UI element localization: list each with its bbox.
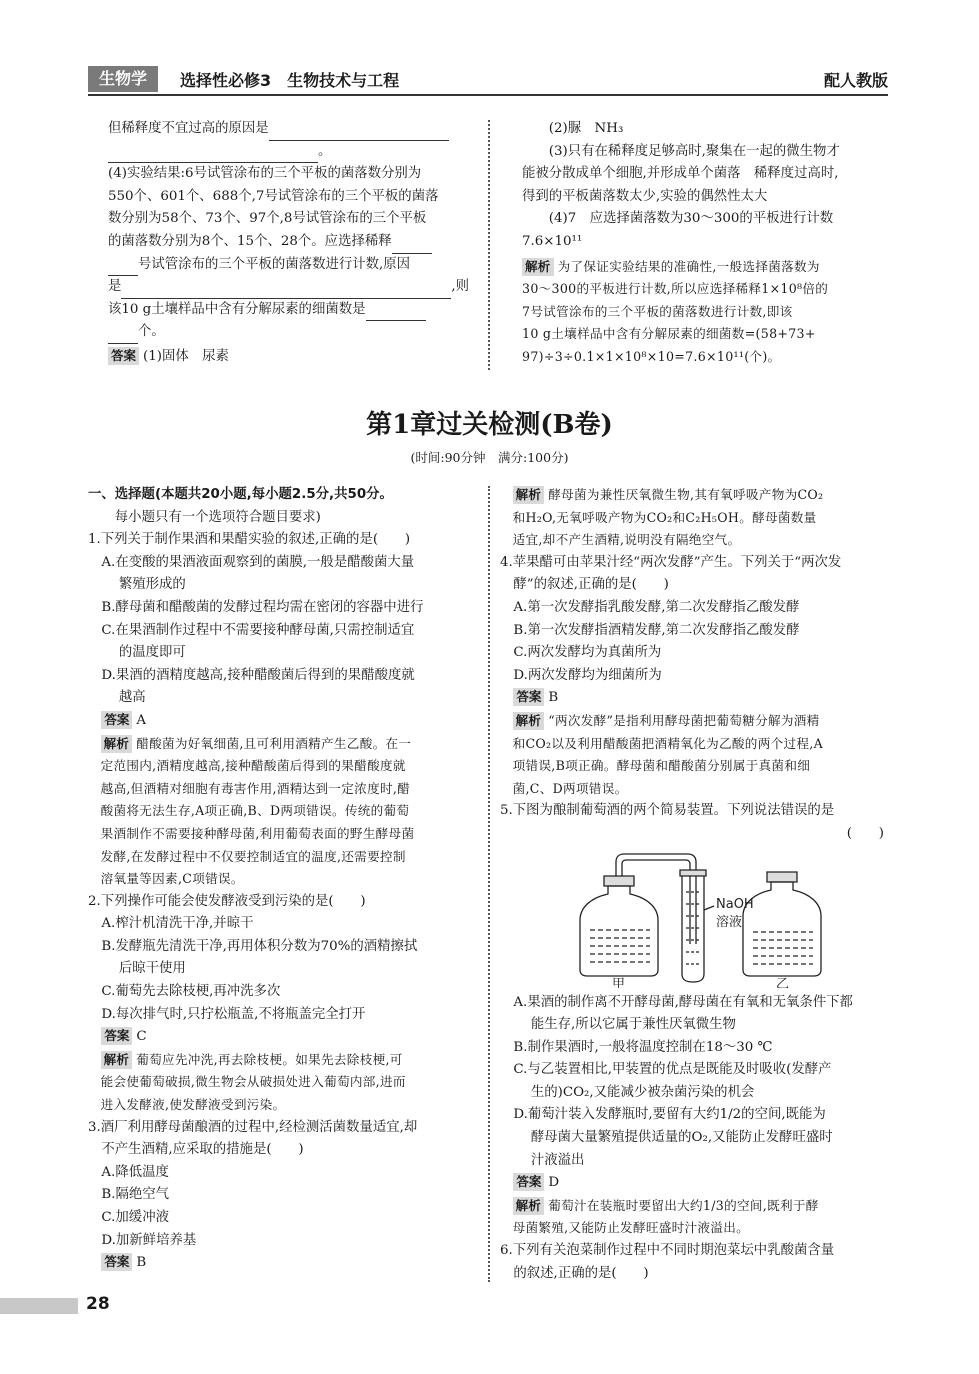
edition-label: 配人教版 bbox=[823, 71, 888, 90]
explanation-line: 7号试管涂布的三个平板的菌落数进行计数,即该 bbox=[522, 303, 793, 319]
explanation-line bbox=[500, 710, 888, 733]
page-header bbox=[88, 62, 888, 96]
question-6: 6.下列有关泡菜制作过程中不同时期泡菜坛中乳酸菌含量 bbox=[500, 1243, 835, 1259]
question-3: 3.酒厂利用酵母菌酿酒的过程中,经检测活菌数量适宜,却 bbox=[88, 1119, 418, 1135]
answer-badge: 答案 bbox=[513, 1173, 544, 1191]
question-cont: 的叙述,正确的是( ) bbox=[513, 1265, 649, 1281]
subject-tag: 生物学 bbox=[88, 66, 158, 92]
text-line: (2)脲 NH₃ bbox=[548, 121, 624, 136]
label-yi: 乙 bbox=[776, 976, 790, 988]
text-span: 该10 g土壤样品中含有分解尿素的细菌数是 bbox=[108, 301, 366, 317]
answer-line bbox=[108, 346, 470, 369]
explanation-line: 定范围内,酒精度越高,接种醋酸菌后得到的果醋酸度就 bbox=[100, 758, 406, 774]
option-cont: 后晾干使用 bbox=[118, 961, 186, 977]
answer-line bbox=[88, 1026, 472, 1049]
answer-blank bbox=[269, 125, 449, 141]
explanation-line: 母菌繁殖,又能防止发酵旺盛时汁液溢出。 bbox=[512, 1220, 749, 1236]
explanation-line: 适宜,却不产生酒精,说明没有隔绝空气。 bbox=[512, 532, 741, 548]
option-4c: C.两次发酵均为真菌所为 bbox=[513, 645, 662, 661]
text-span: 但稀释度不宜过高的原因是 bbox=[108, 121, 269, 136]
text-span: 号试管涂布的三个平板的菌落数进行计数,原因 bbox=[138, 256, 411, 272]
text-line: (3)只有在稀释度足够高时,聚集在一起的微生物才 bbox=[548, 143, 840, 159]
question-2: 2.下列操作可能会使发酵液受到污染的是( ) bbox=[88, 893, 366, 909]
text-line bbox=[108, 118, 470, 141]
option-5c: C.与乙装置相比,甲装置的优点是既能及时吸收(发酵产 bbox=[513, 1062, 832, 1078]
option-cont: 的温度即可 bbox=[118, 645, 186, 661]
text-span: 的菌落数分别为8个、15个、28个。应选择稀释 bbox=[108, 233, 392, 249]
chapter-title: 第1章过关检测(B卷) bbox=[366, 410, 613, 440]
text-span: 个。 bbox=[138, 324, 165, 340]
naoh-test-tube bbox=[680, 870, 714, 982]
text-line: 能被分散成单个细胞,并形成单个菌落 稀释度过高时, bbox=[522, 166, 839, 182]
explanation-line: 能会使葡萄破损,微生物会从破损处进入葡萄内部,进而 bbox=[100, 1074, 406, 1090]
answer-blank bbox=[392, 238, 432, 254]
text-line: (4)7 应选择菌落数为30～300的平板进行计数 bbox=[548, 211, 834, 227]
option-cont: 生的)CO₂,又能减少被杂菌污染的机会 bbox=[530, 1084, 755, 1100]
text-line bbox=[108, 299, 470, 322]
answer-badge: 答案 bbox=[108, 347, 139, 365]
question-paren: ( ) bbox=[846, 825, 884, 841]
connecting-tube bbox=[616, 854, 696, 944]
answer-blank bbox=[108, 328, 138, 344]
answer-badge: 答案 bbox=[101, 1253, 132, 1271]
answer-blank bbox=[108, 260, 138, 276]
answer-line bbox=[500, 687, 888, 710]
answer-line bbox=[88, 1252, 472, 1275]
label-jia: 甲 bbox=[612, 976, 626, 988]
text-line: 得到的平板菌落数太少,实验的偶然性太大 bbox=[522, 188, 768, 204]
explanation-line: 果酒制作不需要接种酵母菌,利用葡萄表面的野生酵母菌 bbox=[100, 825, 415, 841]
answer-text: C bbox=[136, 1029, 147, 1045]
explanation-line: 发酵,在发酵过程中不仅要控制适宜的温度,还需要控制 bbox=[100, 848, 406, 864]
text-span: 葡萄汁在装瓶时要留出大约1/3的空间,既利于酵 bbox=[548, 1197, 819, 1213]
exam-meta: (时间:90分钟 满分:100分) bbox=[410, 450, 569, 465]
explanation-badge: 解析 bbox=[513, 486, 545, 504]
explanation-line bbox=[88, 1049, 472, 1072]
explanation-line bbox=[500, 1195, 888, 1218]
text-line: (4)实验结果:6号试管涂布的三个平板的菌落数分别为 bbox=[108, 166, 422, 182]
text-span: “两次发酵”是指利用酵母菌把葡萄糖分解为酒精 bbox=[548, 712, 820, 728]
explanation-line: 10 g土壤样品中含有分解尿素的细菌数=(58+73+ bbox=[522, 326, 816, 342]
option-3c: C.加缓冲液 bbox=[101, 1210, 169, 1225]
option-3d: D.加新鲜培养基 bbox=[101, 1232, 197, 1248]
page-number: 28 bbox=[86, 1294, 110, 1314]
question-text: 1.下列关于制作果酒和果醋实验的叙述,正确的是( ) bbox=[88, 532, 411, 548]
option-2c: C.葡萄先去除枝梗,再冲洗多次 bbox=[101, 984, 281, 1000]
explanation-badge: 解析 bbox=[513, 712, 545, 730]
question-5: 5.下图为酿制葡萄酒的两个简易装置。下列说法错误的是 bbox=[500, 803, 835, 819]
answer-blank bbox=[366, 305, 426, 321]
explanation-line: 溶氧量等因素,C项错误。 bbox=[100, 871, 244, 887]
option-cont: 能生存,所以它属于兼性厌氧微生物 bbox=[530, 1017, 736, 1033]
explanation-badge: 解析 bbox=[101, 1051, 133, 1069]
option-cont: 繁殖形成的 bbox=[118, 577, 186, 593]
solution-label: 溶液 bbox=[716, 914, 743, 930]
text-line bbox=[108, 321, 470, 344]
top-left-column bbox=[108, 118, 470, 369]
option-4b: B.第一次发酵指酒精发酵,第二次发酵指乙酸发酵 bbox=[513, 622, 800, 638]
explanation-line: 97)÷3÷0.1×1×10⁸×10=7.6×10¹¹(个)。 bbox=[522, 348, 781, 364]
explanation-line: 酸菌将无法生存,A项正确,B、D两项错误。传统的葡萄 bbox=[100, 803, 410, 819]
answer-blank bbox=[108, 147, 318, 163]
text-span: 是 bbox=[108, 279, 122, 295]
column-divider-top bbox=[488, 120, 490, 370]
answer-text: (1)固体 尿素 bbox=[143, 348, 229, 364]
main-right-column bbox=[500, 484, 888, 1285]
book-title: 选择性必修3 生物技术与工程 bbox=[180, 71, 400, 90]
option-1d: D.果酒的酒精度越高,接种醋酸菌后得到的果醋酸度就 bbox=[101, 667, 415, 683]
header-rule bbox=[88, 94, 888, 96]
bottle-jia bbox=[580, 876, 658, 976]
option-cont: 汁液溢出 bbox=[530, 1152, 585, 1168]
question-1 bbox=[88, 529, 472, 552]
question-cont: 不产生酒精,应采取的措施是( ) bbox=[101, 1142, 304, 1158]
explanation-line: 菌,C、D两项错误。 bbox=[512, 780, 628, 796]
bottle-yi bbox=[743, 872, 821, 976]
section-heading-2: 每小题只有一个选项符合题目要求) bbox=[114, 509, 321, 525]
answer-badge: 答案 bbox=[513, 688, 544, 706]
option-2d: D.每次排气时,只拧松瓶盖,不将瓶盖完全打开 bbox=[101, 1006, 366, 1022]
naoh-label: NaOH bbox=[716, 896, 754, 912]
option-2a: A.榨汁机清洗干净,并晾干 bbox=[101, 916, 254, 932]
explanation-badge: 解析 bbox=[513, 1197, 545, 1215]
explanation-line: 30～300的平板进行计数,所以应选择稀释1×10⁸倍的 bbox=[522, 281, 829, 297]
explanation-line: 和H₂O,无氧呼吸产物为CO₂和C₂H₅OH。酵母菌数量 bbox=[512, 509, 817, 525]
option-3a: A.降低温度 bbox=[101, 1164, 169, 1180]
answer-badge: 答案 bbox=[101, 1027, 132, 1045]
top-right-column bbox=[522, 118, 886, 369]
text-line: 7.6×10¹¹ bbox=[522, 233, 583, 249]
footer-bar bbox=[0, 1298, 78, 1314]
answer-badge: 答案 bbox=[101, 711, 132, 729]
text-line bbox=[108, 141, 470, 164]
text-span: 。 bbox=[318, 143, 332, 159]
explanation-badge: 解析 bbox=[522, 258, 554, 276]
answer-text: D bbox=[548, 1175, 560, 1191]
explanation-line: 和CO₂以及利用醋酸菌把酒精氧化为乙酸的两个过程,A bbox=[512, 735, 823, 751]
answer-text: A bbox=[136, 712, 147, 728]
option-4a: A.第一次发酵指乳酸发酵,第二次发酵指乙酸发酵 bbox=[513, 599, 800, 615]
fermentation-apparatus-figure bbox=[500, 848, 890, 988]
answer-text: B bbox=[136, 1255, 147, 1271]
option-5a: A.果酒的制作离不开酵母菌,酵母菌在有氧和无氧条件下都 bbox=[513, 994, 853, 1010]
explanation-line bbox=[522, 256, 886, 279]
option-5d: D.葡萄汁装入发酵瓶时,要留有大约1/2的空间,既能为 bbox=[513, 1107, 826, 1123]
option-2b: B.发酵瓶先清洗干净,再用体积分数为70%的酒精擦拭 bbox=[101, 938, 418, 954]
section-heading: 一、选择题(本题共20小题,每小题2.5分,共50分。 bbox=[88, 487, 393, 502]
text-line: 数分别为58个、73个、97个,8号试管涂布的三个平板 bbox=[108, 211, 427, 227]
option-1a: A.在变酸的果酒液面观察到的菌膜,一般是醋酸菌大量 bbox=[101, 554, 415, 570]
answer-line bbox=[88, 710, 472, 733]
option-4d: D.两次发酵均为细菌所为 bbox=[513, 667, 662, 683]
text-line bbox=[108, 231, 470, 254]
option-cont: 酵母菌大量繁殖提供适量的O₂,又能防止发酵旺盛时 bbox=[530, 1130, 833, 1146]
explanation-line bbox=[88, 733, 472, 756]
explanation-line: 越高,但酒精对细胞有毒害作用,酒精达到一定浓度时,醋 bbox=[100, 780, 411, 796]
explanation-line: 项错误,B项正确。酵母菌和醋酸菌分别属于真菌和细 bbox=[512, 758, 811, 774]
main-left-column bbox=[88, 484, 472, 1275]
option-3b: B.隔绝空气 bbox=[101, 1187, 170, 1203]
explanation-line bbox=[500, 484, 888, 507]
option-5b: B.制作果酒时,一般将温度控制在18～30 ℃ bbox=[513, 1039, 773, 1055]
question-4: 4.苹果醋可由苹果汁经“两次发酵”产生。下列关于“两次发 bbox=[500, 554, 842, 570]
text-line: 550个、601个、688个,7号试管涂布的三个平板的菌落 bbox=[108, 188, 439, 204]
apparatus-drawing bbox=[500, 848, 890, 988]
text-span: 醋酸菌为好氧细菌,且可利用酒精产生乙酸。在一 bbox=[136, 735, 412, 751]
text-span: 葡萄应先冲洗,再去除枝梗。如果先去除枝梗,可 bbox=[136, 1051, 403, 1067]
text-span: 为了保证实验结果的准确性,一般选择菌落数为 bbox=[557, 258, 820, 274]
explanation-line: 进入发酵液,使发酵液受到污染。 bbox=[100, 1097, 286, 1113]
answer-blank bbox=[121, 283, 451, 299]
question-cont: 酵”的叙述,正确的是( ) bbox=[513, 577, 669, 593]
column-divider-main bbox=[488, 486, 490, 1282]
text-span: 酵母菌为兼性厌氧微生物,其有氧呼吸产物为CO₂ bbox=[548, 487, 824, 502]
text-span: ,则 bbox=[451, 279, 470, 295]
option-cont: 越高 bbox=[118, 690, 146, 706]
answer-line bbox=[500, 1172, 888, 1195]
text-line bbox=[108, 276, 470, 299]
option-1c: C.在果酒制作过程中不需要接种酵母菌,只需控制适宜 bbox=[101, 622, 415, 638]
answer-text: B bbox=[548, 690, 559, 706]
text-line bbox=[108, 254, 470, 277]
explanation-badge: 解析 bbox=[101, 735, 133, 753]
option-1b: B.酵母菌和醋酸菌的发酵过程均需在密闭的容器中进行 bbox=[101, 599, 424, 615]
